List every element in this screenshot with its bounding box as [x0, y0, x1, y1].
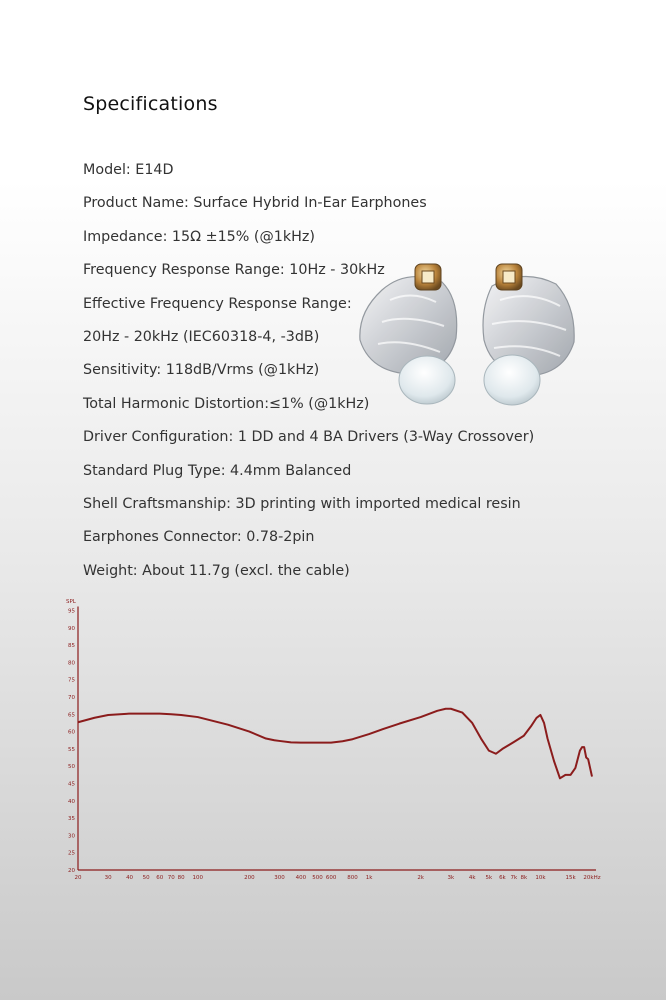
x-tick-label: 6k [499, 875, 506, 881]
x-tick-label: 300 [274, 875, 285, 881]
x-tick-label: 15k [565, 875, 576, 881]
x-tick-label: 500 [312, 875, 323, 881]
x-tick-label: 40 [126, 875, 134, 881]
x-tick-label: 7k [510, 875, 518, 881]
spec-weight: Weight: About 11.7g (excl. the cable) [83, 562, 350, 579]
y-tick-label: 35 [68, 816, 75, 823]
right-earphone [483, 264, 574, 405]
x-tick-label: 800 [347, 875, 358, 881]
y-tick-label: 50 [68, 764, 75, 771]
y-tick-label: 60 [68, 729, 75, 736]
left-earphone [360, 264, 457, 404]
x-tick-label: 4k [468, 875, 476, 881]
spec-model: Model: E14D [83, 162, 174, 178]
y-tick-label: 45 [68, 781, 75, 788]
y-tick-label: 80 [68, 660, 75, 667]
x-tick-label: 10k [535, 875, 546, 881]
spec-connector: Earphones Connector: 0.78-2pin [83, 529, 315, 546]
x-tick-label: 8k [520, 875, 528, 881]
y-tick-label: 20 [68, 868, 75, 874]
x-tick-label: 600 [325, 875, 337, 881]
spec-shell: Shell Craftsmanship: 3D printing with imported medical resin [83, 495, 521, 512]
x-tick-label: 30 [104, 875, 112, 881]
spec-impedance: Impedance: 15Ω ±15% (@1kHz) [83, 228, 315, 245]
x-tick-label: 3k [447, 875, 455, 881]
x-tick-label: 80 [177, 875, 185, 881]
x-tick-label: 20kHz [583, 875, 601, 881]
y-tick-label: 30 [68, 833, 75, 840]
y-tick-label: 95 [68, 608, 75, 615]
y-tick-label: 25 [68, 850, 75, 857]
y-tick-label: 65 [68, 712, 75, 719]
y-tick-label: 55 [68, 746, 75, 753]
x-tick-label: 200 [244, 875, 255, 881]
spec-frequency-range: Frequency Response Range: 10Hz - 30kHz [83, 262, 385, 279]
y-tick-label: 90 [68, 625, 75, 632]
x-tick-label: 60 [156, 875, 164, 881]
y-tick-label: 75 [68, 677, 75, 684]
series-line [78, 709, 592, 779]
earphones-product-image [352, 260, 588, 410]
y-axis-label: SPL [66, 599, 76, 605]
spec-driver-config: Driver Configuration: 1 DD and 4 BA Drivers (3-Way Crossover) [83, 429, 535, 446]
frequency-response-chart [0, 590, 666, 890]
x-tick-label: 1k [365, 875, 373, 881]
page-title: Specifications [83, 93, 218, 115]
y-tick-label: 70 [68, 695, 75, 701]
x-tick-label: 20 [74, 875, 82, 881]
x-tick-label: 5k [485, 875, 493, 881]
spec-sensitivity: Sensitivity: 118dB/Vrms (@1kHz) [83, 362, 320, 379]
x-tick-label: 50 [142, 875, 150, 881]
y-tick-label: 40 [68, 798, 75, 805]
spec-effective-range-value: 20Hz - 20kHz (IEC60318-4, -3dB) [83, 328, 320, 345]
y-tick-label: 85 [68, 643, 75, 650]
x-tick-label: 400 [295, 875, 307, 881]
x-tick-label: 100 [192, 875, 204, 881]
spec-thd: Total Harmonic Distortion:≤1% (@1kHz) [83, 395, 370, 412]
spec-effective-range-label: Effective Frequency Response Range: [83, 295, 352, 312]
spec-product-name: Product Name: Surface Hybrid In-Ear Earphones [83, 195, 427, 212]
spec-plug-type: Standard Plug Type: 4.4mm Balanced [83, 462, 352, 479]
x-tick-label: 2k [417, 875, 425, 881]
x-tick-label: 70 [167, 875, 175, 881]
